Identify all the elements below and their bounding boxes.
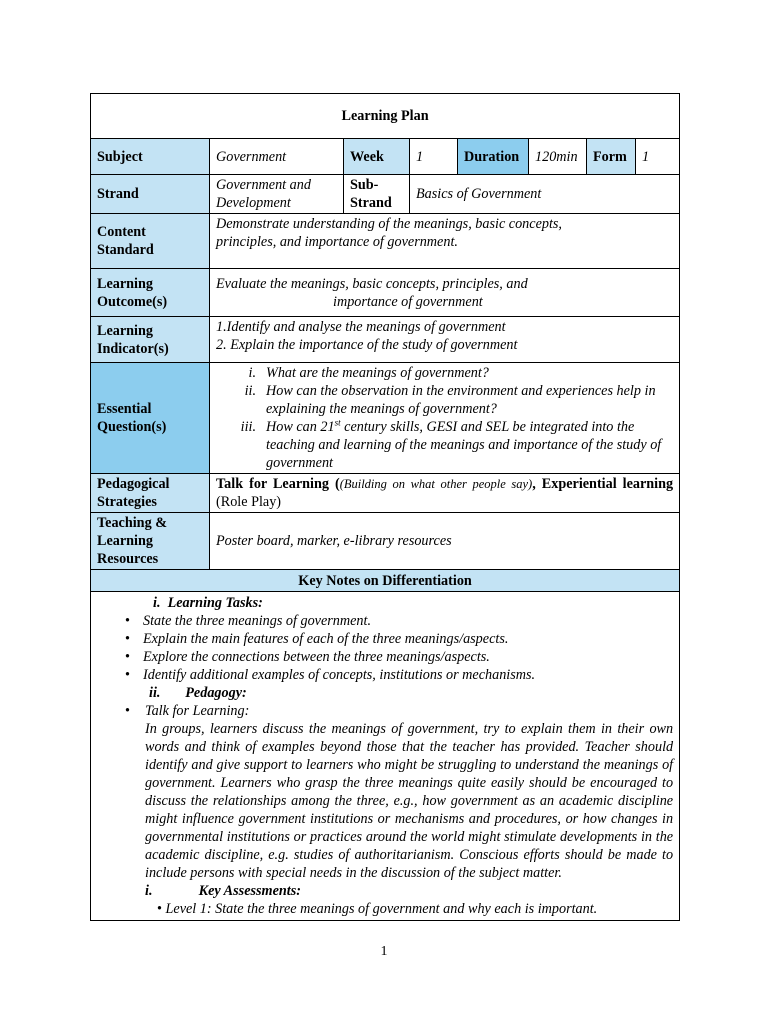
- question-text: What are the meanings of government?: [266, 365, 489, 381]
- essential-questions-label: Essential Question(s): [91, 363, 210, 474]
- learning-outcome-line2: importance of government: [333, 293, 483, 310]
- strand-value: Government and Development: [210, 175, 344, 214]
- question-number: iii.: [240, 419, 256, 435]
- list-item: [216, 364, 673, 382]
- list-item: • Explore the connections between the three meanings/aspects.: [97, 648, 673, 666]
- learning-indicator-value: [210, 317, 680, 363]
- question-text: [266, 418, 673, 472]
- question-text-post: century skills, GESI and SEL be integrated into the teaching and learning of the meanings and importance of the study of government: [266, 419, 662, 471]
- essential-questions-list: [216, 364, 673, 472]
- list-item: [216, 382, 673, 418]
- learning-tasks-heading: [97, 594, 673, 612]
- list-item: [216, 418, 673, 472]
- form-value: 1: [636, 139, 680, 175]
- list-item: • Identify additional examples of concepts, institutions or mechanisms.: [97, 666, 673, 684]
- learning-indicator-label: Learning Indicator(s): [91, 317, 210, 363]
- pedagogy-bold-2: , Experiential learning: [532, 476, 674, 492]
- pedagogy-italic: (Building on what other people say): [339, 477, 533, 491]
- week-label: Week: [344, 139, 410, 175]
- indicator-line1: 1.Identify and analyse the meanings of government: [216, 319, 506, 335]
- question-number: ii.: [244, 383, 256, 399]
- heading-number: i.: [145, 883, 153, 899]
- learning-plan-table: [90, 93, 680, 921]
- learning-outcome-line1: Evaluate the meanings, basic concepts, principles, and: [216, 275, 528, 292]
- learning-outcome-label: Learning Outcome(s): [91, 269, 210, 317]
- assessment-item: • Level 1: State the three meanings of government and why each is important.: [157, 901, 598, 917]
- list-item: • Explain the main features of each of the three meanings/aspects.: [97, 630, 673, 648]
- list-item: • State the three meanings of government.: [97, 612, 673, 630]
- question-text: How can the observation in the environment and experiences help in explaining the meanings of government?: [266, 383, 656, 417]
- pedagogy-paragraph: In groups, learners discuss the meanings of government, try to explain them in their own words and think of examples beyond those that the teacher has provided. Teacher should identify and give support to learners who might be struggling to understand the meanings of government. Learners who grasp the three meanings quite easily should be encouraged to discuss the relationships among the three, e.g., how government as an academic discipline might influence government institutions or mechanisms and procedures, or how changes in governmental institutions or practices around the world might stimulate developments in the academic discipline, e.g. studies of authoritarianism. Conscious efforts should be made to include persons with special needs in the discussion of the subject matter.: [145, 721, 674, 881]
- subject-label: Subject: [91, 139, 210, 175]
- heading-number: i.: [153, 595, 161, 611]
- pedagogy-normal: (Role Play): [216, 494, 282, 510]
- heading-label: Key Assessments:: [198, 883, 301, 899]
- key-notes-header: Key Notes on Differentiation: [91, 570, 680, 592]
- page-number: 1: [380, 944, 388, 959]
- pedagogy-bold-1: Talk for Learning (: [216, 476, 340, 492]
- substrand-value: Basics of Government: [410, 175, 680, 214]
- subject-value: Government: [210, 139, 344, 175]
- pedagogical-value: [210, 474, 680, 513]
- pedagogical-label: Pedagogical Strategies: [91, 474, 210, 513]
- resources-label: Teaching & Learning Resources: [91, 513, 210, 570]
- substrand-label: Sub-Strand: [344, 175, 410, 214]
- question-text-pre: How can 21: [266, 419, 335, 435]
- form-label: Form: [587, 139, 636, 175]
- essential-questions-value: [210, 363, 680, 474]
- duration-label: Duration: [458, 139, 529, 175]
- heading-label: Pedagogy:: [185, 685, 247, 701]
- duration-value: 120min: [529, 139, 587, 175]
- heading-number: ii.: [149, 685, 161, 701]
- learning-outcome-value: [210, 269, 680, 317]
- assessments-heading: [97, 882, 673, 900]
- table-title: Learning Plan: [91, 94, 680, 139]
- indicator-line2: 2. Explain the importance of the study of government: [216, 337, 518, 353]
- key-notes-body: [91, 592, 680, 921]
- resources-value: Poster board, marker, e-library resources: [210, 513, 680, 570]
- list-item: • Talk for Learning:: [97, 702, 673, 720]
- pedagogy-list: [97, 702, 673, 720]
- learning-tasks-list: [97, 612, 673, 684]
- strand-label: Strand: [91, 175, 210, 214]
- content-standard-value: Demonstrate understanding of the meanings, basic concepts, principles, and importance of government.: [210, 214, 680, 269]
- assessment-text: Level 1: State the three meanings of government and why each is important.: [165, 901, 598, 917]
- week-value: 1: [410, 139, 458, 175]
- pedagogy-heading: [97, 684, 673, 702]
- heading-label: Learning Tasks:: [167, 595, 263, 611]
- superscript: st: [334, 417, 341, 428]
- content-standard-label: Content Standard: [91, 214, 210, 269]
- question-number: i.: [248, 365, 256, 381]
